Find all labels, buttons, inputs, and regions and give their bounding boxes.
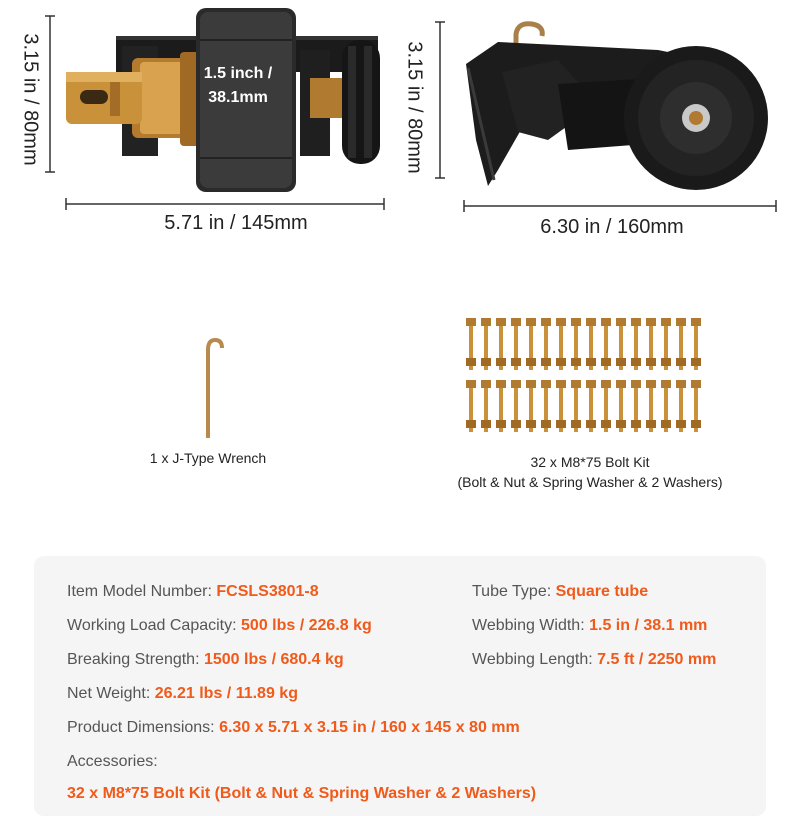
bolt bbox=[466, 318, 476, 370]
bolt bbox=[676, 318, 686, 370]
strap-width-line1: 1.5 inch / bbox=[203, 65, 273, 82]
spec-dimensions-label: Product Dimensions: bbox=[67, 719, 215, 736]
bolt bbox=[586, 318, 596, 370]
bolt bbox=[691, 318, 701, 370]
spec-accessories-value: 32 x M8*75 Bolt Kit (Bolt & Nut & Spring Washer & 2 Washers) bbox=[67, 785, 537, 802]
spec-weblength bbox=[472, 651, 716, 669]
spec-webwidth-label: Webbing Width: bbox=[472, 617, 585, 634]
bolt-kit-caption bbox=[430, 452, 750, 492]
bolt bbox=[646, 380, 656, 432]
left-width-dimension: 5.71 in / 145mm bbox=[164, 212, 308, 234]
bolt-kit-image bbox=[464, 316, 714, 440]
strap-width-label bbox=[196, 62, 280, 110]
bolt bbox=[631, 318, 641, 370]
bolt bbox=[661, 318, 671, 370]
spec-weblength-value: 7.5 ft / 2250 mm bbox=[597, 651, 717, 668]
bolt bbox=[556, 318, 566, 370]
bolt-kit-caption-line1: 32 x M8*75 Bolt Kit bbox=[530, 454, 650, 470]
spec-accessories-value-row bbox=[67, 785, 536, 803]
bolt bbox=[496, 380, 506, 432]
spec-webwidth bbox=[472, 617, 707, 635]
bolt bbox=[616, 318, 626, 370]
spec-tube-label: Tube Type: bbox=[472, 583, 552, 600]
bolt bbox=[676, 380, 686, 432]
spec-dimensions-value: 6.30 x 5.71 x 3.15 in / 160 x 145 x 80 mm bbox=[219, 719, 520, 736]
j-wrench-image bbox=[196, 336, 226, 440]
bolt bbox=[511, 318, 521, 370]
left-height-dimension: 3.15 in / 80mm bbox=[19, 33, 42, 166]
spec-model bbox=[67, 583, 319, 601]
bolt bbox=[526, 380, 536, 432]
bolt bbox=[586, 380, 596, 432]
bolt bbox=[466, 380, 476, 432]
spec-tube-value: Square tube bbox=[555, 583, 649, 600]
right-height-line bbox=[434, 20, 446, 180]
spec-weight bbox=[67, 685, 298, 703]
bolt bbox=[601, 318, 611, 370]
bolt bbox=[691, 380, 701, 432]
winch-side-view-image bbox=[458, 20, 788, 192]
spec-break-label: Breaking Strength: bbox=[67, 651, 200, 668]
bolt-kit-caption-line2: (Bolt & Nut & Spring Washer & 2 Washers) bbox=[457, 474, 723, 490]
left-height-line bbox=[44, 14, 56, 174]
spec-tube bbox=[472, 583, 648, 601]
bolt bbox=[541, 380, 551, 432]
left-width-line bbox=[64, 196, 386, 212]
bolt bbox=[571, 318, 581, 370]
spec-accessories-label: Accessories: bbox=[67, 753, 158, 770]
spec-dimensions bbox=[67, 719, 520, 737]
spec-webwidth-value: 1.5 in / 38.1 mm bbox=[589, 617, 708, 634]
spec-load-value: 500 lbs / 226.8 kg bbox=[241, 617, 372, 634]
bolt bbox=[481, 318, 491, 370]
bolt bbox=[661, 380, 671, 432]
right-width-line bbox=[462, 198, 778, 214]
bolt bbox=[556, 380, 566, 432]
right-height-dimension: 3.15 in / 80mm bbox=[403, 41, 426, 174]
spec-model-label: Item Model Number: bbox=[67, 583, 212, 600]
bolt bbox=[616, 380, 626, 432]
spec-accessories bbox=[67, 753, 158, 771]
right-width-dimension: 6.30 in / 160mm bbox=[540, 216, 684, 238]
bolt bbox=[511, 380, 521, 432]
bolt bbox=[481, 380, 491, 432]
spec-weight-label: Net Weight: bbox=[67, 685, 151, 702]
bolt bbox=[631, 380, 641, 432]
spec-weblength-label: Webbing Length: bbox=[472, 651, 593, 668]
spec-model-value: FCSLS3801-8 bbox=[216, 583, 319, 600]
spec-break-value: 1500 lbs / 680.4 kg bbox=[203, 651, 344, 668]
spec-break bbox=[67, 651, 344, 669]
bolt bbox=[541, 318, 551, 370]
strap-width-line2: 38.1mm bbox=[208, 89, 268, 106]
spec-load-label: Working Load Capacity: bbox=[67, 617, 237, 634]
bolt bbox=[526, 318, 536, 370]
bolt bbox=[601, 380, 611, 432]
spec-load bbox=[67, 617, 372, 635]
spec-weight-value: 26.21 lbs / 11.89 kg bbox=[154, 685, 298, 702]
bolt bbox=[496, 318, 506, 370]
wrench-caption: 1 x J-Type Wrench bbox=[149, 450, 267, 466]
bolt bbox=[571, 380, 581, 432]
bolt bbox=[646, 318, 656, 370]
